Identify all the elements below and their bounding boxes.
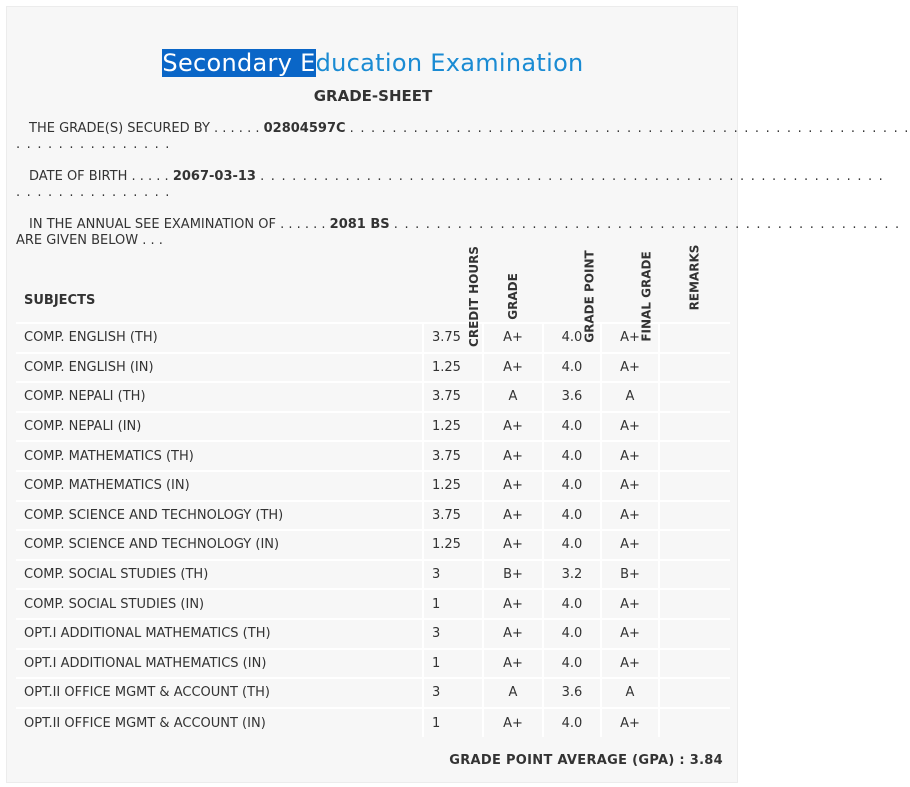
table-row	[16, 678, 730, 708]
title-rest-text: ducation Examination	[315, 49, 584, 77]
remarks-cell	[659, 708, 730, 738]
grade-cell: A+	[483, 441, 543, 471]
subject-cell: COMP. ENGLISH (TH)	[16, 323, 423, 353]
table-row	[16, 323, 730, 353]
dob-label: DATE OF BIRTH . . . . .	[29, 169, 169, 184]
final-grade-cell: A+	[601, 649, 659, 679]
final-grade-cell: A+	[601, 353, 659, 383]
header-remarks: REMARKS	[659, 269, 730, 323]
table-row	[16, 501, 730, 531]
exam-year: 2081 BS	[329, 217, 390, 232]
table-row	[16, 441, 730, 471]
table-row	[16, 353, 730, 383]
remarks-cell	[659, 323, 730, 353]
final-grade-cell: A+	[601, 441, 659, 471]
remarks-cell	[659, 530, 730, 560]
remarks-cell	[659, 678, 730, 708]
grade-sheet-heading: GRADE-SHEET	[313, 87, 433, 105]
grade-point-cell: 4.0	[543, 353, 601, 383]
credit-hours-cell: 1.25	[423, 353, 483, 383]
remarks-cell	[659, 649, 730, 679]
subject-cell: OPT.II OFFICE MGMT & ACCOUNT (TH)	[16, 678, 423, 708]
gpa-value: 3.84	[689, 753, 723, 768]
remarks-cell	[659, 560, 730, 590]
grade-point-cell: 4.0	[543, 441, 601, 471]
grade-cell: A+	[483, 619, 543, 649]
header-final-grade: FINAL GRADE	[601, 269, 659, 323]
subject-cell: COMP. ENGLISH (IN)	[16, 353, 423, 383]
grade-cell: A+	[483, 501, 543, 531]
table-row	[16, 382, 730, 412]
remarks-cell	[659, 382, 730, 412]
grade-point-cell: 4.0	[543, 530, 601, 560]
grade-cell: A	[483, 678, 543, 708]
dob-line: DATE OF BIRTH . . . . . 2067-03-13 . . . . . . . . . . . . . . . . . . . . . . . . . . . . . . . . . . . . . . . . . . . . . . . . . . . . . . . . . . . . . . . . . . . . . . . . . .	[16, 169, 885, 200]
date-of-birth: 2067-03-13	[172, 169, 256, 184]
grade-cell: A+	[483, 471, 543, 501]
grade-point-cell: 4.0	[543, 501, 601, 531]
header-grade: GRADE	[483, 269, 543, 323]
grade-point-cell: 4.0	[543, 471, 601, 501]
grade-cell: A	[483, 382, 543, 412]
subject-cell: OPT.I ADDITIONAL MATHEMATICS (IN)	[16, 649, 423, 679]
final-grade-cell: A	[601, 382, 659, 412]
table-row	[16, 589, 730, 619]
grade-point-cell: 4.0	[543, 589, 601, 619]
subject-cell: OPT.I ADDITIONAL MATHEMATICS (TH)	[16, 619, 423, 649]
final-grade-cell: A+	[601, 412, 659, 442]
credit-hours-cell: 3.75	[423, 323, 483, 353]
final-grade-cell: A	[601, 678, 659, 708]
grade-point-cell: 4.0	[543, 649, 601, 679]
grade-point-cell: 3.6	[543, 678, 601, 708]
subject-cell: COMP. SCIENCE AND TECHNOLOGY (TH)	[16, 501, 423, 531]
exam-line: IN THE ANNUAL SEE EXAMINATION OF . . . . . . 2081 BS . . . . . . . . . . . . . . . . . . . . . . . . . . . . . . . . . . . . . . . . . . . . . . . . ARE GIVEN BELOW . . .	[16, 217, 901, 248]
final-grade-cell: A+	[601, 323, 659, 353]
table-header-row	[16, 269, 730, 323]
credit-hours-cell: 1.25	[423, 530, 483, 560]
grade-point-cell: 3.2	[543, 560, 601, 590]
subject-cell: COMP. MATHEMATICS (IN)	[16, 471, 423, 501]
gpa-summary	[449, 753, 723, 768]
remarks-cell	[659, 441, 730, 471]
grade-cell: A+	[483, 708, 543, 738]
grade-point-cell: 4.0	[543, 708, 601, 738]
header-grade-point: GRADE POINT	[543, 269, 601, 323]
page-title	[7, 49, 739, 77]
final-grade-cell: A+	[601, 619, 659, 649]
grade-cell: A+	[483, 649, 543, 679]
title-selected-text: Secondary E	[162, 49, 316, 77]
final-grade-cell: A+	[601, 708, 659, 738]
final-grade-cell: B+	[601, 560, 659, 590]
grades-table	[16, 244, 730, 737]
grade-point-cell: 4.0	[543, 323, 601, 353]
grade-sheet	[6, 6, 910, 783]
header-subjects: SUBJECTS	[16, 269, 423, 323]
table-row	[16, 619, 730, 649]
credit-hours-cell: 3	[423, 560, 483, 590]
table-row	[16, 708, 730, 738]
remarks-cell	[659, 501, 730, 531]
final-grade-cell: A+	[601, 530, 659, 560]
remarks-cell	[659, 353, 730, 383]
credit-hours-cell: 1	[423, 649, 483, 679]
symbol-number: 02804597C	[263, 121, 346, 136]
credit-hours-cell: 3	[423, 678, 483, 708]
grade-cell: A+	[483, 530, 543, 560]
credit-hours-cell: 3.75	[423, 501, 483, 531]
credit-hours-cell: 3	[423, 619, 483, 649]
subject-cell: COMP. NEPALI (IN)	[16, 412, 423, 442]
grade-cell: A+	[483, 323, 543, 353]
grade-point-cell: 3.6	[543, 382, 601, 412]
subject-cell: OPT.II OFFICE MGMT & ACCOUNT (IN)	[16, 708, 423, 738]
table-row	[16, 530, 730, 560]
given-below-text: ARE GIVEN BELOW . . .	[16, 233, 163, 248]
subject-cell: COMP. MATHEMATICS (TH)	[16, 441, 423, 471]
remarks-cell	[659, 471, 730, 501]
secured-by-line: THE GRADE(S) SECURED BY . . . . . . 02804597C . . . . . . . . . . . . . . . . . . . . . . . . . . . . . . . . . . . . . . . . . . . . . . . . . . . . . . . . . . . . . . . . . . . .	[16, 121, 910, 152]
table-row	[16, 471, 730, 501]
header-credit-hours: CREDIT HOURS	[423, 269, 483, 323]
table-row	[16, 560, 730, 590]
grade-cell: A+	[483, 353, 543, 383]
remarks-cell	[659, 589, 730, 619]
grades-table-body	[16, 323, 730, 737]
final-grade-cell: A+	[601, 501, 659, 531]
credit-hours-cell: 3.75	[423, 441, 483, 471]
remarks-cell	[659, 412, 730, 442]
grade-cell: B+	[483, 560, 543, 590]
credit-hours-cell: 1	[423, 589, 483, 619]
credit-hours-cell: 1.25	[423, 412, 483, 442]
subject-cell: COMP. SOCIAL STUDIES (TH)	[16, 560, 423, 590]
credit-hours-cell: 1.25	[423, 471, 483, 501]
credit-hours-cell: 3.75	[423, 382, 483, 412]
grade-cell: A+	[483, 589, 543, 619]
subject-cell: COMP. SOCIAL STUDIES (IN)	[16, 589, 423, 619]
secured-by-label: THE GRADE(S) SECURED BY . . . . . .	[29, 121, 260, 136]
credit-hours-cell: 1	[423, 708, 483, 738]
table-row	[16, 649, 730, 679]
grade-point-cell: 4.0	[543, 619, 601, 649]
gpa-label: GRADE POINT AVERAGE (GPA) :	[449, 753, 685, 768]
subject-cell: COMP. SCIENCE AND TECHNOLOGY (IN)	[16, 530, 423, 560]
exam-label: IN THE ANNUAL SEE EXAMINATION OF . . . . . .	[29, 217, 326, 232]
subject-cell: COMP. NEPALI (TH)	[16, 382, 423, 412]
grade-cell: A+	[483, 412, 543, 442]
remarks-cell	[659, 619, 730, 649]
grade-point-cell: 4.0	[543, 412, 601, 442]
final-grade-cell: A+	[601, 471, 659, 501]
table-row	[16, 412, 730, 442]
final-grade-cell: A+	[601, 589, 659, 619]
